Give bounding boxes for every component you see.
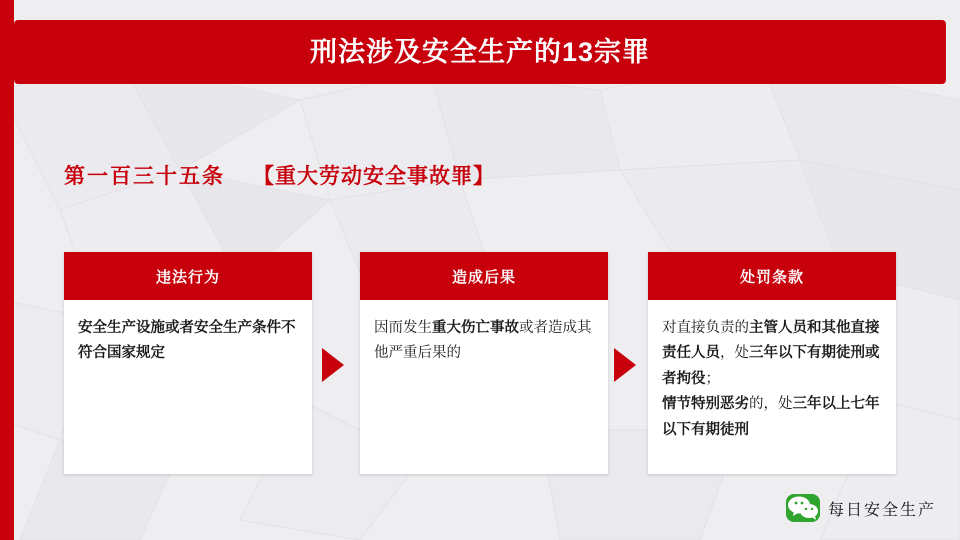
card-header: 造成后果: [360, 252, 608, 300]
card-body-consequence: 因而发生重大伤亡事故或者造成其他严重后果的: [374, 320, 592, 362]
article-name: 【重大劳动安全事故罪】: [253, 165, 495, 188]
arrow-icon: [322, 348, 344, 382]
cards-row: [64, 252, 904, 474]
page-title: 刑法涉及安全生产的13宗罪: [309, 36, 651, 67]
arrow-icon: [614, 348, 636, 382]
card-violation: [64, 252, 312, 474]
card-body-violation: 安全生产设施或者安全生产条件不符合国家规定: [78, 320, 296, 362]
left-accent-bar: [0, 0, 14, 540]
card-penalty: [648, 252, 896, 474]
title-bar: [14, 20, 946, 84]
wechat-glyph: [786, 494, 820, 522]
article-heading: [64, 160, 495, 190]
wechat-icon: [786, 494, 820, 522]
article-number: 第一百三十五条: [64, 165, 225, 188]
card-body-penalty: 对直接负责的主管人员和其他直接责任人员，处三年以下有期徒刑或者拘役； 情节特别恶劣的，处三年以上七年以下有期徒刑: [662, 320, 880, 438]
card-header: 处罚条款: [648, 252, 896, 300]
footer-branding: [786, 494, 936, 522]
card-consequence: [360, 252, 608, 474]
card-header: 违法行为: [64, 252, 312, 300]
footer-text: 每日安全生产: [827, 501, 936, 519]
